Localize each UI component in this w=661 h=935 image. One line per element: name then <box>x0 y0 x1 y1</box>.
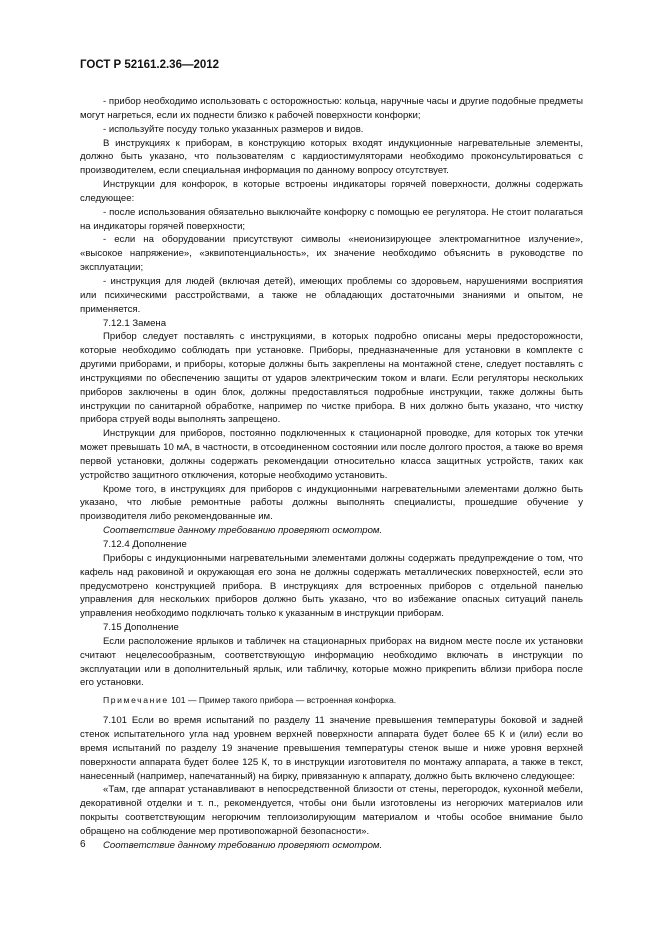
page-number: 6 <box>80 839 86 850</box>
paragraph: Кроме того, в инструкциях для приборов с индукционными нагревательными элементами должно быть указано, что любые ремонтные работы должны выполнять специалисты, прошедшие обучение у производителя либо рекомендованные им. <box>80 483 583 523</box>
note <box>80 694 583 708</box>
note-text: 101 — Пример такого прибора — встроенная конфорка. <box>171 695 397 706</box>
section-heading: 7.12.4 Дополнение <box>103 539 187 550</box>
paragraph: Приборы с индукционными нагревательными элементами должны содержать предупреждение о том, что кафель над раковиной и окружающая его зона не должны содержать металлических поверхностей, если это предусмотрено конструкцией прибора. В инструкциях для встроенных приборов с отдельной панелью управления для нескольких приборов должно быть указано, что во избежание опасных ситуаций панель управления необходимо подключать только к указанным в инструкции приборам. <box>80 552 583 620</box>
compliance-statement: Соответствие данному требованию проверяют осмотром. <box>103 839 383 851</box>
paragraph: Инструкции для конфорок, в которые встроены индикаторы горячей поверхности, должны содержать следующее: <box>80 179 583 204</box>
paragraph: - инструкция для людей (включая детей), имеющих проблемы со здоровьем, нарушениями восприятия или психическими расстройствами, а также не обладающих достаточными знаниями и опытом, не применяется. <box>80 275 583 315</box>
paragraph: - после использования обязательно выключайте конфорку с помощью ее регулятора. Не стоит полагаться на индикаторы горячей поверхности; <box>80 206 583 232</box>
paragraph: 7.101 Если во время испытаний по разделу 11 значение превышения температуры боковой и задней стенок испытательного угла над уровнем верхней поверхности аппарата будет более 65 К и (или) если во время испытаний по разделу 19 значение превышения температуры стенок выше и ниже уровня верхней поверхности аппарата будет более 125 К, то в инструкции изготовителя по монтажу аппарата, а также в текст, нанесенный (например, напечатанный) на бирку, привязанную к аппарату, должно быть включено следующее: <box>80 715 583 782</box>
paragraph: Прибор следует поставлять с инструкциями, в которых подробно описаны меры предосторожности, которые необходимо соблюдать при установке. Приборы, предназначенные для установки в комплекте с другими приборами, и приборы, которые должны быть закреплены на монтажной стене, следует поставлять с инструкциями по обеспечению защиты от ударов электрическим током и влаги. Если регуляторы нескольких приборов заключены в один блок, должны предоставляться подробные инструкции, также должны быть инструкции по санитарной обработке, например по чистке прибора. В них должно быть указано, что чистку прибора струей воды выполнять запрещено. <box>80 331 583 426</box>
paragraph: - если на оборудовании присутствуют символы «неионизирующее электромагнитное излучение», «высокое напряжение», «эквипотенциальность», их значение необходимо объяснить в руководстве по эксплуатации; <box>80 234 583 274</box>
paragraph: - используйте посуду только указанных размеров и видов. <box>103 123 364 135</box>
document-header: ГОСТ Р 52161.2.36—2012 <box>80 59 220 71</box>
quote-paragraph: «Там, где аппарат устанавливают в непосредственной близости от стены, перегородок, кухонной мебели, декоративной отделки и т. п., рекомендуется, чтобы они были изготовлены из негорючих материалов или покрыты соответствующим негорючим теплоизолирующим материалом и чтобы особое внимание было обращено на соблюдение мер противопожарной безопасности». <box>80 784 583 837</box>
note-label: Примечание <box>103 695 169 706</box>
section-heading: 7.15 Дополнение <box>103 622 179 634</box>
paragraph: Если расположение ярлыков и табличек на стационарных приборах на видном месте после их установки считают нецелесообразным, соответствующую информацию необходимо включать в инструкции по эксплуатации или в дополнительный ярлык, или табличку, которые можно прикрепить вблизи прибора после его установки. <box>80 635 583 689</box>
paragraph: - прибор необходимо использовать с осторожностью: кольца, наручные часы и другие подобные предметы могут нагреться, если их поднести близко к рабочей поверхности конфорки; <box>80 96 583 121</box>
compliance-statement: Соответствие данному требованию проверяют осмотром. <box>103 525 383 537</box>
document-body <box>80 95 583 853</box>
section-heading: 7.12.1 Замена <box>103 317 167 329</box>
paragraph: В инструкциях к приборам, в конструкцию которых входят индукционные нагревательные элементы, должно быть указано, что пользователям с кардиостимуляторами необходимо проконсультироваться с производителем, если специальная информация по данному вопросу отсутствует. <box>80 137 583 177</box>
paragraph: Инструкции для приборов, постоянно подключенных к стационарной проводке, для которых ток утечки может превышать 10 мА, в частности, в отсоединенном состоянии или после долгого простоя, а также во время первой установки, должны содержать рекомендации относительно класса защитных устройств, таких как устройство защитного отключения, которые необходимо установить. <box>80 428 583 481</box>
